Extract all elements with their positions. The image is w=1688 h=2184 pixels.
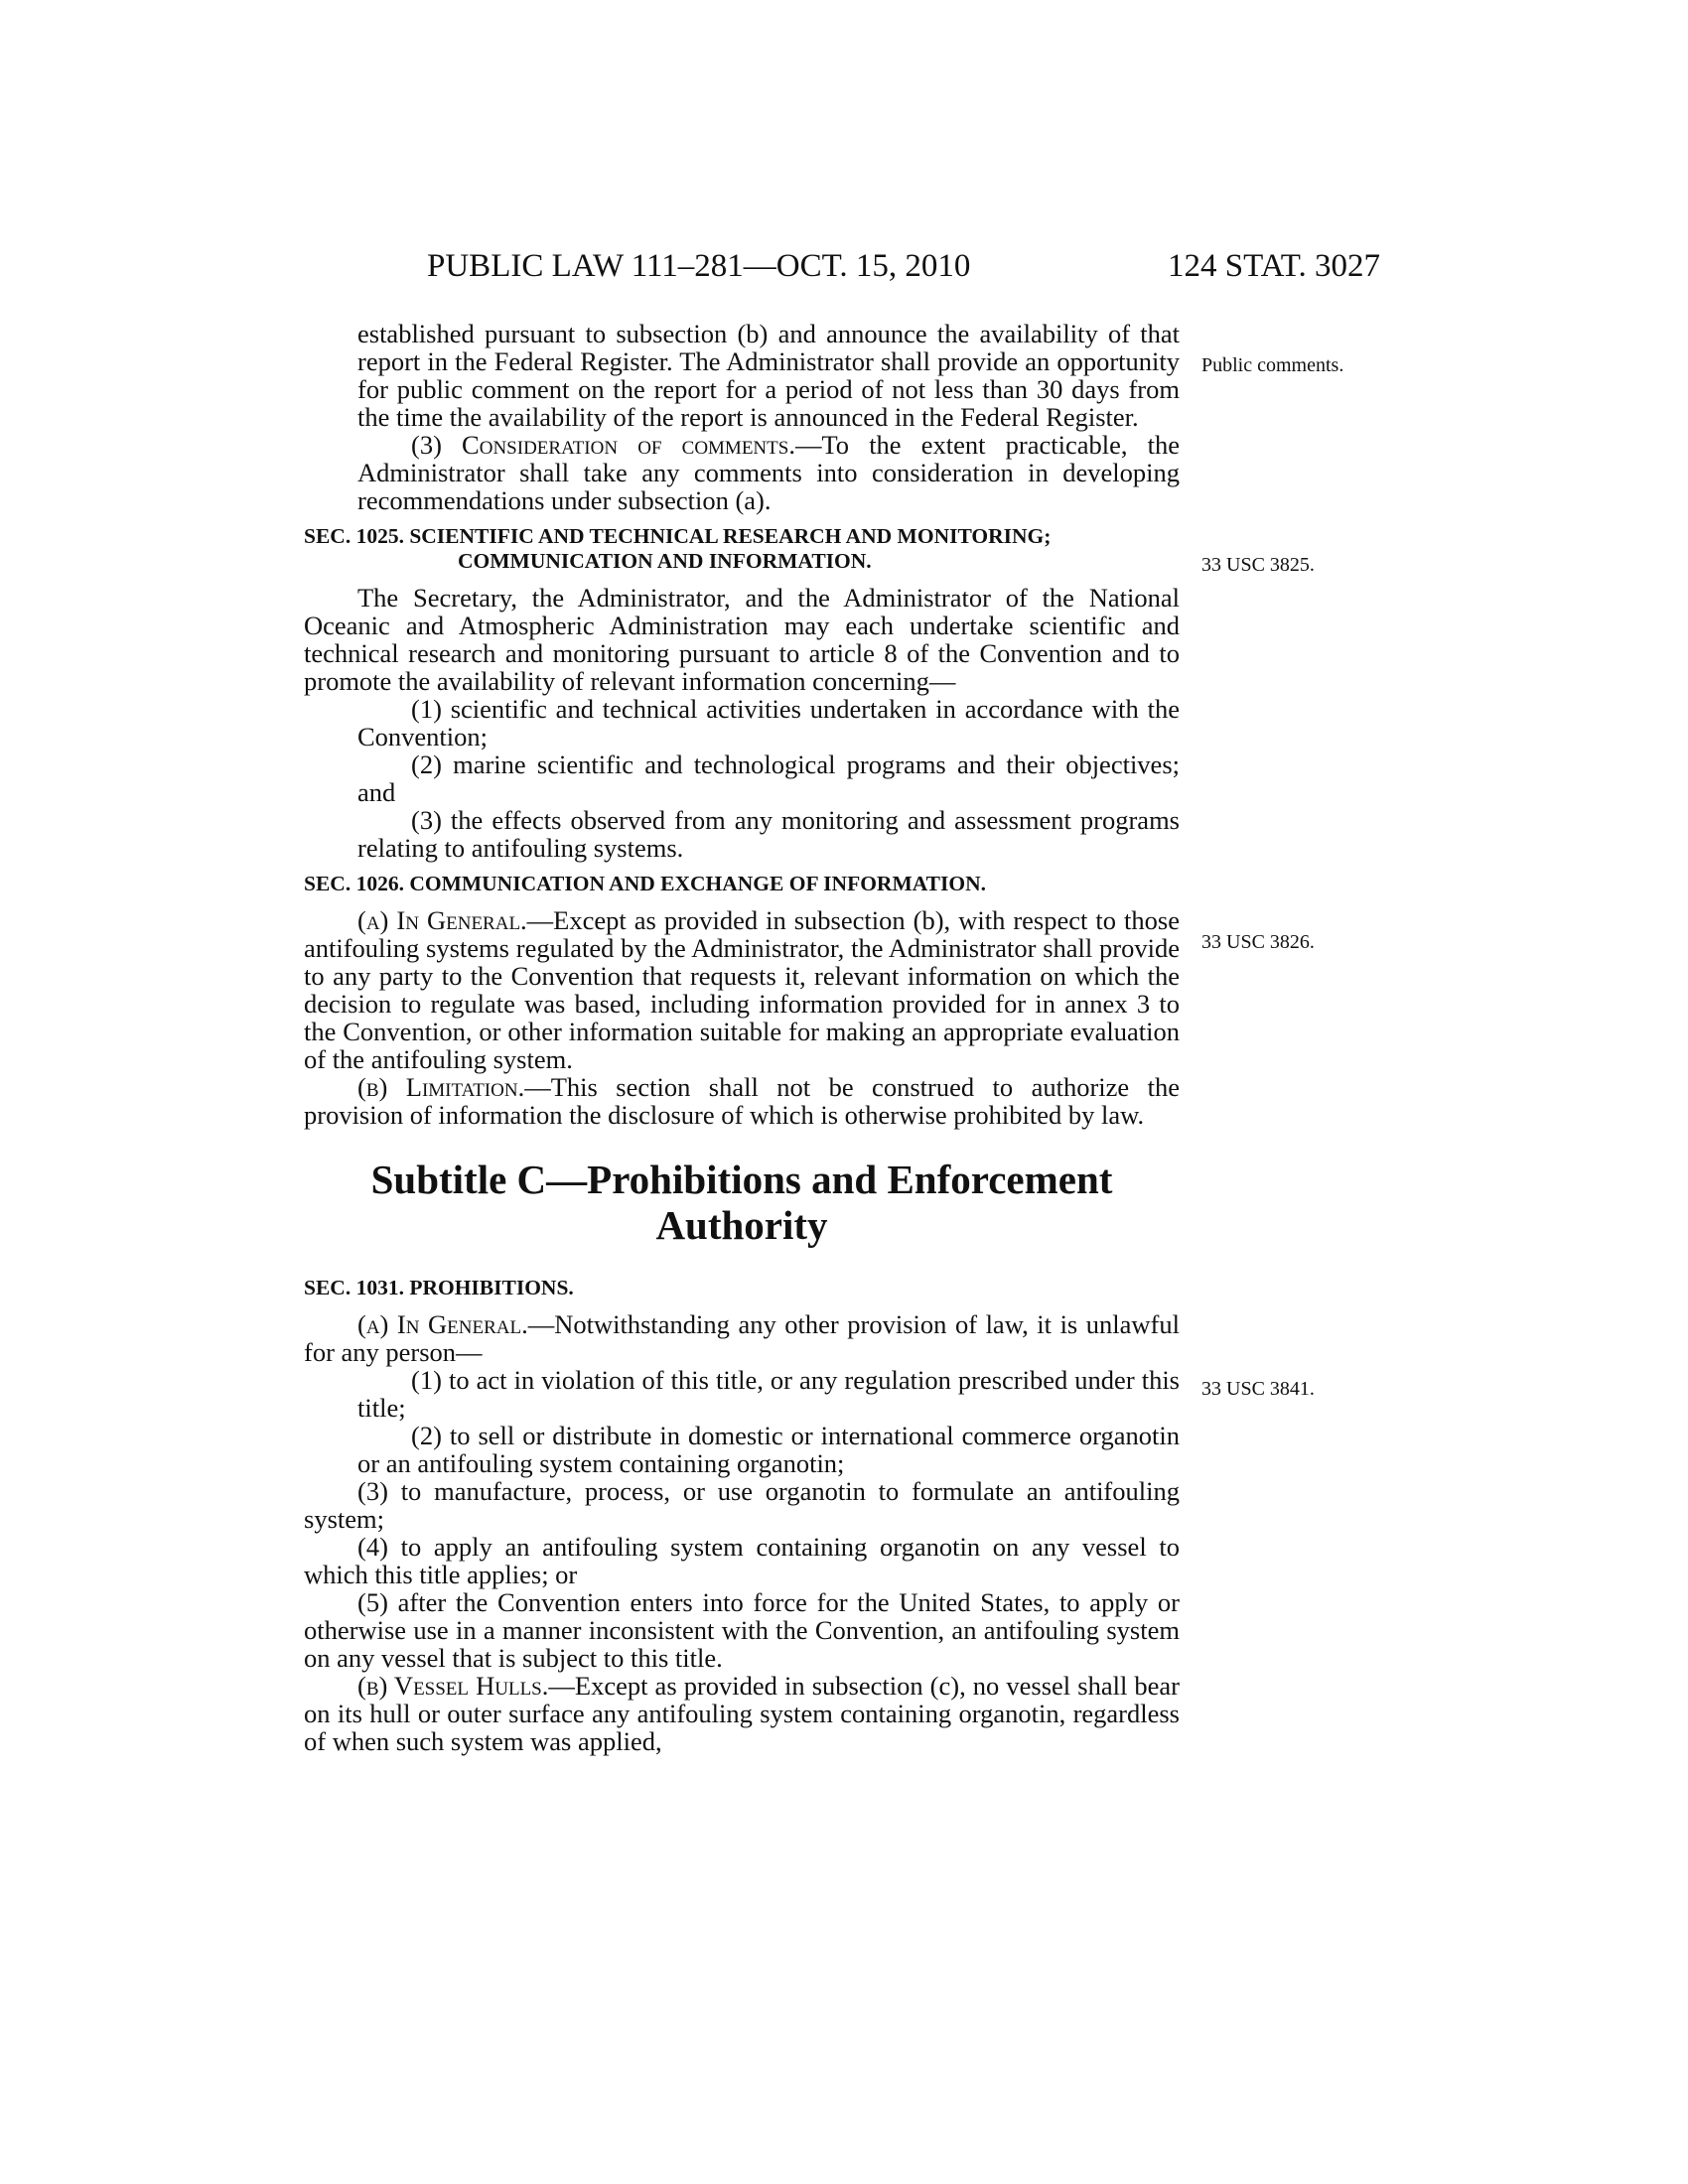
margin-note-public-comments: Public comments. [1201,354,1344,376]
paragraph-sec1031-a [304,1310,1180,1366]
list-item: (3) to manufacture, process, or use organotin to formulate an antifouling system; [304,1476,1180,1534]
running-head-title: PUBLIC LAW 111–281—OCT. 15, 2010 [427,248,971,284]
paragraph-report-availability: established pursuant to subsection (b) and announce the availability of that report in the Federal Register. The Administrator shall provide an opportunity for public comment on the report for a period of not less than 30 days from the time the availability of the report is announced in the Federal Register. [357,319,1180,432]
list-item: (1) to act in violation of this title, or any regulation prescribed under this title; [357,1365,1180,1423]
list-item: (1) scientific and technical activities undertaken in accordance with the Convention; [357,694,1180,751]
paragraph-text: —Except as provided in subsection (c), no vessel shall bear on its hull or outer surface any antifouling system containing organotin, regardless of when such system was applied, [304,1671,1180,1756]
paragraph-label: (a) In General. [357,1309,528,1339]
paragraph-text: —To the extent practicable, the Administrator shall take any comments into consideration in developing recommendations under subsection (a). [357,430,1180,515]
section-heading-1026: SEC. 1026. COMMUNICATION AND EXCHANGE OF INFORMATION. [304,872,987,895]
running-head-page: 124 STAT. 3027 [1167,248,1380,284]
list-item: (2) to sell or distribute in domestic or international commerce organotin or an antifouling system containing organotin; [357,1421,1180,1478]
running-head [298,246,1380,286]
margin-note-usc-3825: 33 USC 3825. [1201,554,1315,576]
list-item: (4) to apply an antifouling system containing organotin on any vessel to which this title applies; or [304,1532,1180,1589]
list-item: (3) the effects observed from any monitoring and assessment programs relating to antifouling systems. [357,805,1180,863]
paragraph-label: (a) In General. [357,905,527,935]
paragraph-sec1025-intro: The Secretary, the Administrator, and the Administrator of the National Oceanic and Atmospheric Administration may each undertake scientific and technical research and monitoring pursuant to article 8 of the Convention and to promote the availability of relevant information concerning— [304,583,1180,696]
paragraph-sec1031-b [304,1672,1180,1755]
list-item: (2) marine scientific and technological programs and their objectives; and [357,750,1180,807]
page-body [304,320,1180,1755]
paragraph-consideration-of-comments [304,431,1180,514]
paragraph-label: (3) Consideration of comments. [411,430,795,460]
list-item: (5) after the Convention enters into force for the United States, to apply or otherwise use in a manner inconsistent with the Convention, an antifouling system on any vessel that is subject to this title. [304,1587,1180,1673]
subtitle-heading: Subtitle C—Prohibitions and Enforcement Authority [370,1157,1113,1248]
paragraph-label: (b) Vessel Hulls. [357,1671,549,1701]
paragraph-text: —Notwithstanding any other provision of law, it is unlawful for any person— [304,1309,1180,1367]
margin-note-usc-3841: 33 USC 3841. [1201,1378,1315,1400]
paragraph-text: —Except as provided in subsection (b), with respect to those antifouling systems regulated by the Administrator, the Administrator shall provide to any party to the Convention that requests it, relevant information on which the decision to regulate was based, including information provided for in annex 3 to the Convention, or other information suitable for making an appropriate evaluation of the antifouling system. [304,905,1180,1074]
paragraph-sec1026-a [304,906,1180,1073]
paragraph-label: (b) Limitation. [357,1072,525,1102]
section-heading-1025: SEC. 1025. SCIENTIFIC AND TECHNICAL RESEARCH AND MONITORING; COMMUNICATION AND INFORMATION. [304,524,1052,573]
paragraph-sec1026-b [304,1073,1180,1129]
margin-note-usc-3826: 33 USC 3826. [1201,931,1315,953]
section-heading-1031: SEC. 1031. PROHIBITIONS. [304,1276,574,1299]
paragraph-text: —This section shall not be construed to authorize the provision of information the disclosure of which is otherwise prohibited by law. [304,1072,1180,1130]
